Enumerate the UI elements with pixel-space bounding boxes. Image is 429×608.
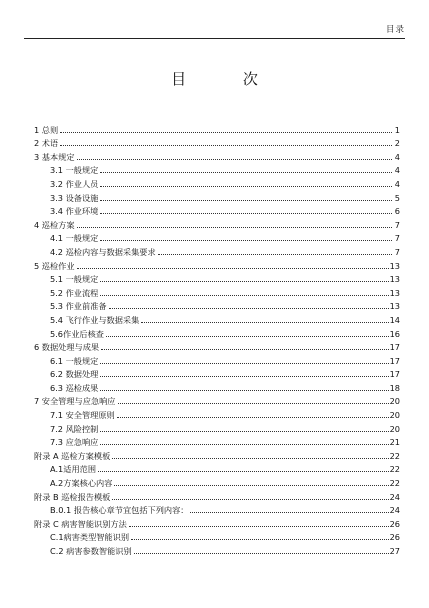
toc-entry-label: 1 总则 [34, 124, 59, 135]
page-header [24, 20, 405, 39]
toc-entry-label: 3.4 作业环境 [50, 206, 99, 217]
toc-entry-page: 22 [389, 450, 400, 461]
toc-entry-page: 4 [394, 151, 400, 162]
toc-entry-label: A.1适用范围 [50, 464, 97, 475]
toc-entry-label: 3.1 一般规定 [50, 165, 99, 176]
toc-entry[interactable] [34, 379, 400, 393]
toc-entry-label: 5.3 作业前准备 [50, 301, 107, 312]
toc-entry-label: 3.3 设备设施 [50, 192, 99, 203]
toc-entry-page: 27 [389, 546, 400, 556]
toc-entry-page: 13 [389, 274, 400, 285]
toc-entry[interactable] [34, 298, 400, 312]
toc-entry-label: 5.1 一般规定 [50, 274, 99, 285]
toc-dot-leader [100, 390, 388, 391]
toc-entry[interactable] [34, 393, 400, 407]
toc-entry[interactable] [34, 216, 400, 230]
toc-dot-leader [112, 458, 388, 459]
toc-entry-label: C.1病害类型智能识别 [50, 532, 130, 543]
toc-dot-leader [114, 485, 388, 486]
toc-dot-leader [112, 499, 388, 500]
toc-entry-page: 7 [394, 233, 400, 244]
toc-entry-label: 3.2 作业人员 [50, 178, 99, 189]
toc-entry-page: 17 [389, 355, 400, 366]
toc-entry-label: 6 数据处理与成果 [34, 342, 100, 353]
toc-entry-label: C.2 病害参数智能识别 [50, 546, 132, 556]
toc-entry[interactable] [34, 474, 400, 488]
toc-entry[interactable] [34, 203, 400, 217]
toc-entry[interactable] [34, 284, 400, 298]
toc-entry[interactable] [34, 189, 400, 203]
toc-entry-page: 22 [389, 464, 400, 475]
toc-dot-leader [98, 471, 389, 472]
toc-entry-label: 3 基本规定 [34, 151, 75, 162]
toc-entry-label: 附录 C 病害智能识别方法 [34, 518, 127, 529]
toc-entry-page: 4 [394, 165, 400, 176]
toc-entry-page: 7 [394, 219, 400, 230]
toc-entry[interactable] [34, 230, 400, 244]
toc-entry-label: 7.1 安全管理原则 [50, 410, 115, 421]
toc-dot-leader [60, 145, 392, 146]
toc-entry[interactable] [34, 121, 400, 135]
toc-entry-label: 4.1 一般规定 [50, 233, 99, 244]
toc-entry-page: 2 [394, 138, 400, 149]
toc-entry-label: 5.6作业后核查 [50, 328, 104, 339]
toc-entry-label: 4 巡检方案 [34, 219, 75, 230]
toc-entry-page: 20 [389, 423, 400, 434]
toc-entry-label: 5.4 飞行作业与数据采集 [50, 314, 140, 325]
toc-entry-page: 7 [394, 246, 400, 257]
toc-dot-leader [158, 254, 392, 255]
toc-entry-page: 14 [389, 314, 400, 325]
toc-dot-leader [100, 186, 392, 187]
toc-dot-leader [100, 240, 392, 241]
toc-entry-label: 6.1 一般规定 [50, 355, 99, 366]
toc-entry-label: 附录 A 巡检方案模板 [34, 450, 111, 461]
toc-entry[interactable] [34, 325, 400, 339]
toc-entry[interactable] [34, 135, 400, 149]
toc-entry[interactable] [34, 502, 400, 516]
toc-entry-label: 7 安全管理与应急响应 [34, 396, 116, 407]
toc-dot-leader [190, 512, 388, 513]
toc-entry-page: 6 [394, 206, 400, 217]
toc-entry[interactable] [34, 488, 400, 502]
toc-entry-page: 4 [394, 178, 400, 189]
toc-entry-page: 26 [389, 532, 400, 543]
toc-entry[interactable] [34, 542, 400, 556]
table-of-contents [34, 121, 400, 556]
toc-entry-page: 18 [389, 382, 400, 393]
toc-entry[interactable] [34, 162, 400, 176]
toc-entry-label: 6.2 数据处理 [50, 369, 99, 380]
toc-entry-page: 21 [389, 437, 400, 448]
toc-entry-page: 26 [389, 518, 400, 529]
toc-dot-leader [100, 213, 392, 214]
toc-entry[interactable] [34, 406, 400, 420]
toc-entry-page: 24 [389, 491, 400, 502]
toc-entry-label: 7.3 应急响应 [50, 437, 99, 448]
toc-dot-leader [118, 403, 389, 404]
toc-dot-leader [60, 132, 392, 133]
toc-entry-label: 5 巡检作业 [34, 260, 75, 271]
toc-entry-label: A.2方案核心内容 [50, 478, 113, 489]
toc-entry[interactable] [34, 447, 400, 461]
toc-entry-page: 17 [389, 342, 400, 353]
toc-entry-page: 17 [389, 369, 400, 380]
toc-entry[interactable] [34, 515, 400, 529]
page-title: 目 次 [171, 70, 284, 88]
toc-entry[interactable] [34, 366, 400, 380]
toc-entry-page: 20 [389, 410, 400, 421]
toc-entry-page: 13 [389, 287, 400, 298]
toc-entry-label: 7.2 风险控制 [50, 423, 99, 434]
toc-entry[interactable] [34, 461, 400, 475]
toc-dot-leader [100, 295, 388, 296]
toc-entry-page: 20 [389, 396, 400, 407]
toc-dot-leader [109, 308, 389, 309]
toc-dot-leader [77, 159, 392, 160]
toc-entry-page: 5 [394, 192, 400, 203]
toc-dot-leader [100, 200, 392, 201]
toc-entry-page: 13 [389, 301, 400, 312]
toc-entry-page: 13 [389, 260, 400, 271]
toc-entry-label: 4.2 巡检内容与数据采集要求 [50, 246, 156, 257]
toc-dot-leader [131, 539, 389, 540]
toc-entry[interactable] [34, 257, 400, 271]
toc-entry[interactable] [34, 243, 400, 257]
toc-entry[interactable] [34, 352, 400, 366]
toc-entry[interactable] [34, 420, 400, 434]
toc-entry-label: 5.2 作业流程 [50, 287, 99, 298]
toc-dot-leader [77, 268, 389, 269]
toc-dot-leader [100, 172, 392, 173]
toc-entry[interactable] [34, 271, 400, 285]
header-title: 目录 [385, 25, 405, 35]
toc-dot-leader [100, 431, 388, 432]
toc-dot-leader [77, 227, 392, 228]
toc-dot-leader [106, 336, 389, 337]
toc-entry-label: 附录 B 巡检报告模板 [34, 491, 111, 502]
toc-dot-leader [141, 322, 388, 323]
toc-dot-leader [134, 553, 389, 554]
toc-entry-label: 6.3 巡检成果 [50, 382, 99, 393]
toc-entry[interactable] [34, 434, 400, 448]
toc-dot-leader [129, 526, 389, 527]
toc-entry-page: 22 [389, 478, 400, 489]
toc-entry-label: 2 术语 [34, 138, 59, 149]
toc-entry[interactable] [34, 148, 400, 162]
toc-dot-leader [100, 376, 388, 377]
toc-dot-leader [100, 363, 388, 364]
toc-entry-page: 1 [394, 124, 400, 135]
toc-dot-leader [100, 281, 388, 282]
toc-entry[interactable] [34, 529, 400, 543]
toc-dot-leader [100, 444, 388, 445]
toc-dot-leader [117, 417, 389, 418]
toc-entry-label: B.0.1 报告核心章节宜包括下列内容： [50, 505, 189, 516]
toc-entry-page: 24 [389, 505, 400, 516]
toc-dot-leader [101, 349, 388, 350]
toc-entry[interactable] [34, 339, 400, 353]
toc-entry[interactable] [34, 175, 400, 189]
toc-entry[interactable] [34, 311, 400, 325]
toc-entry-page: 16 [389, 328, 400, 339]
